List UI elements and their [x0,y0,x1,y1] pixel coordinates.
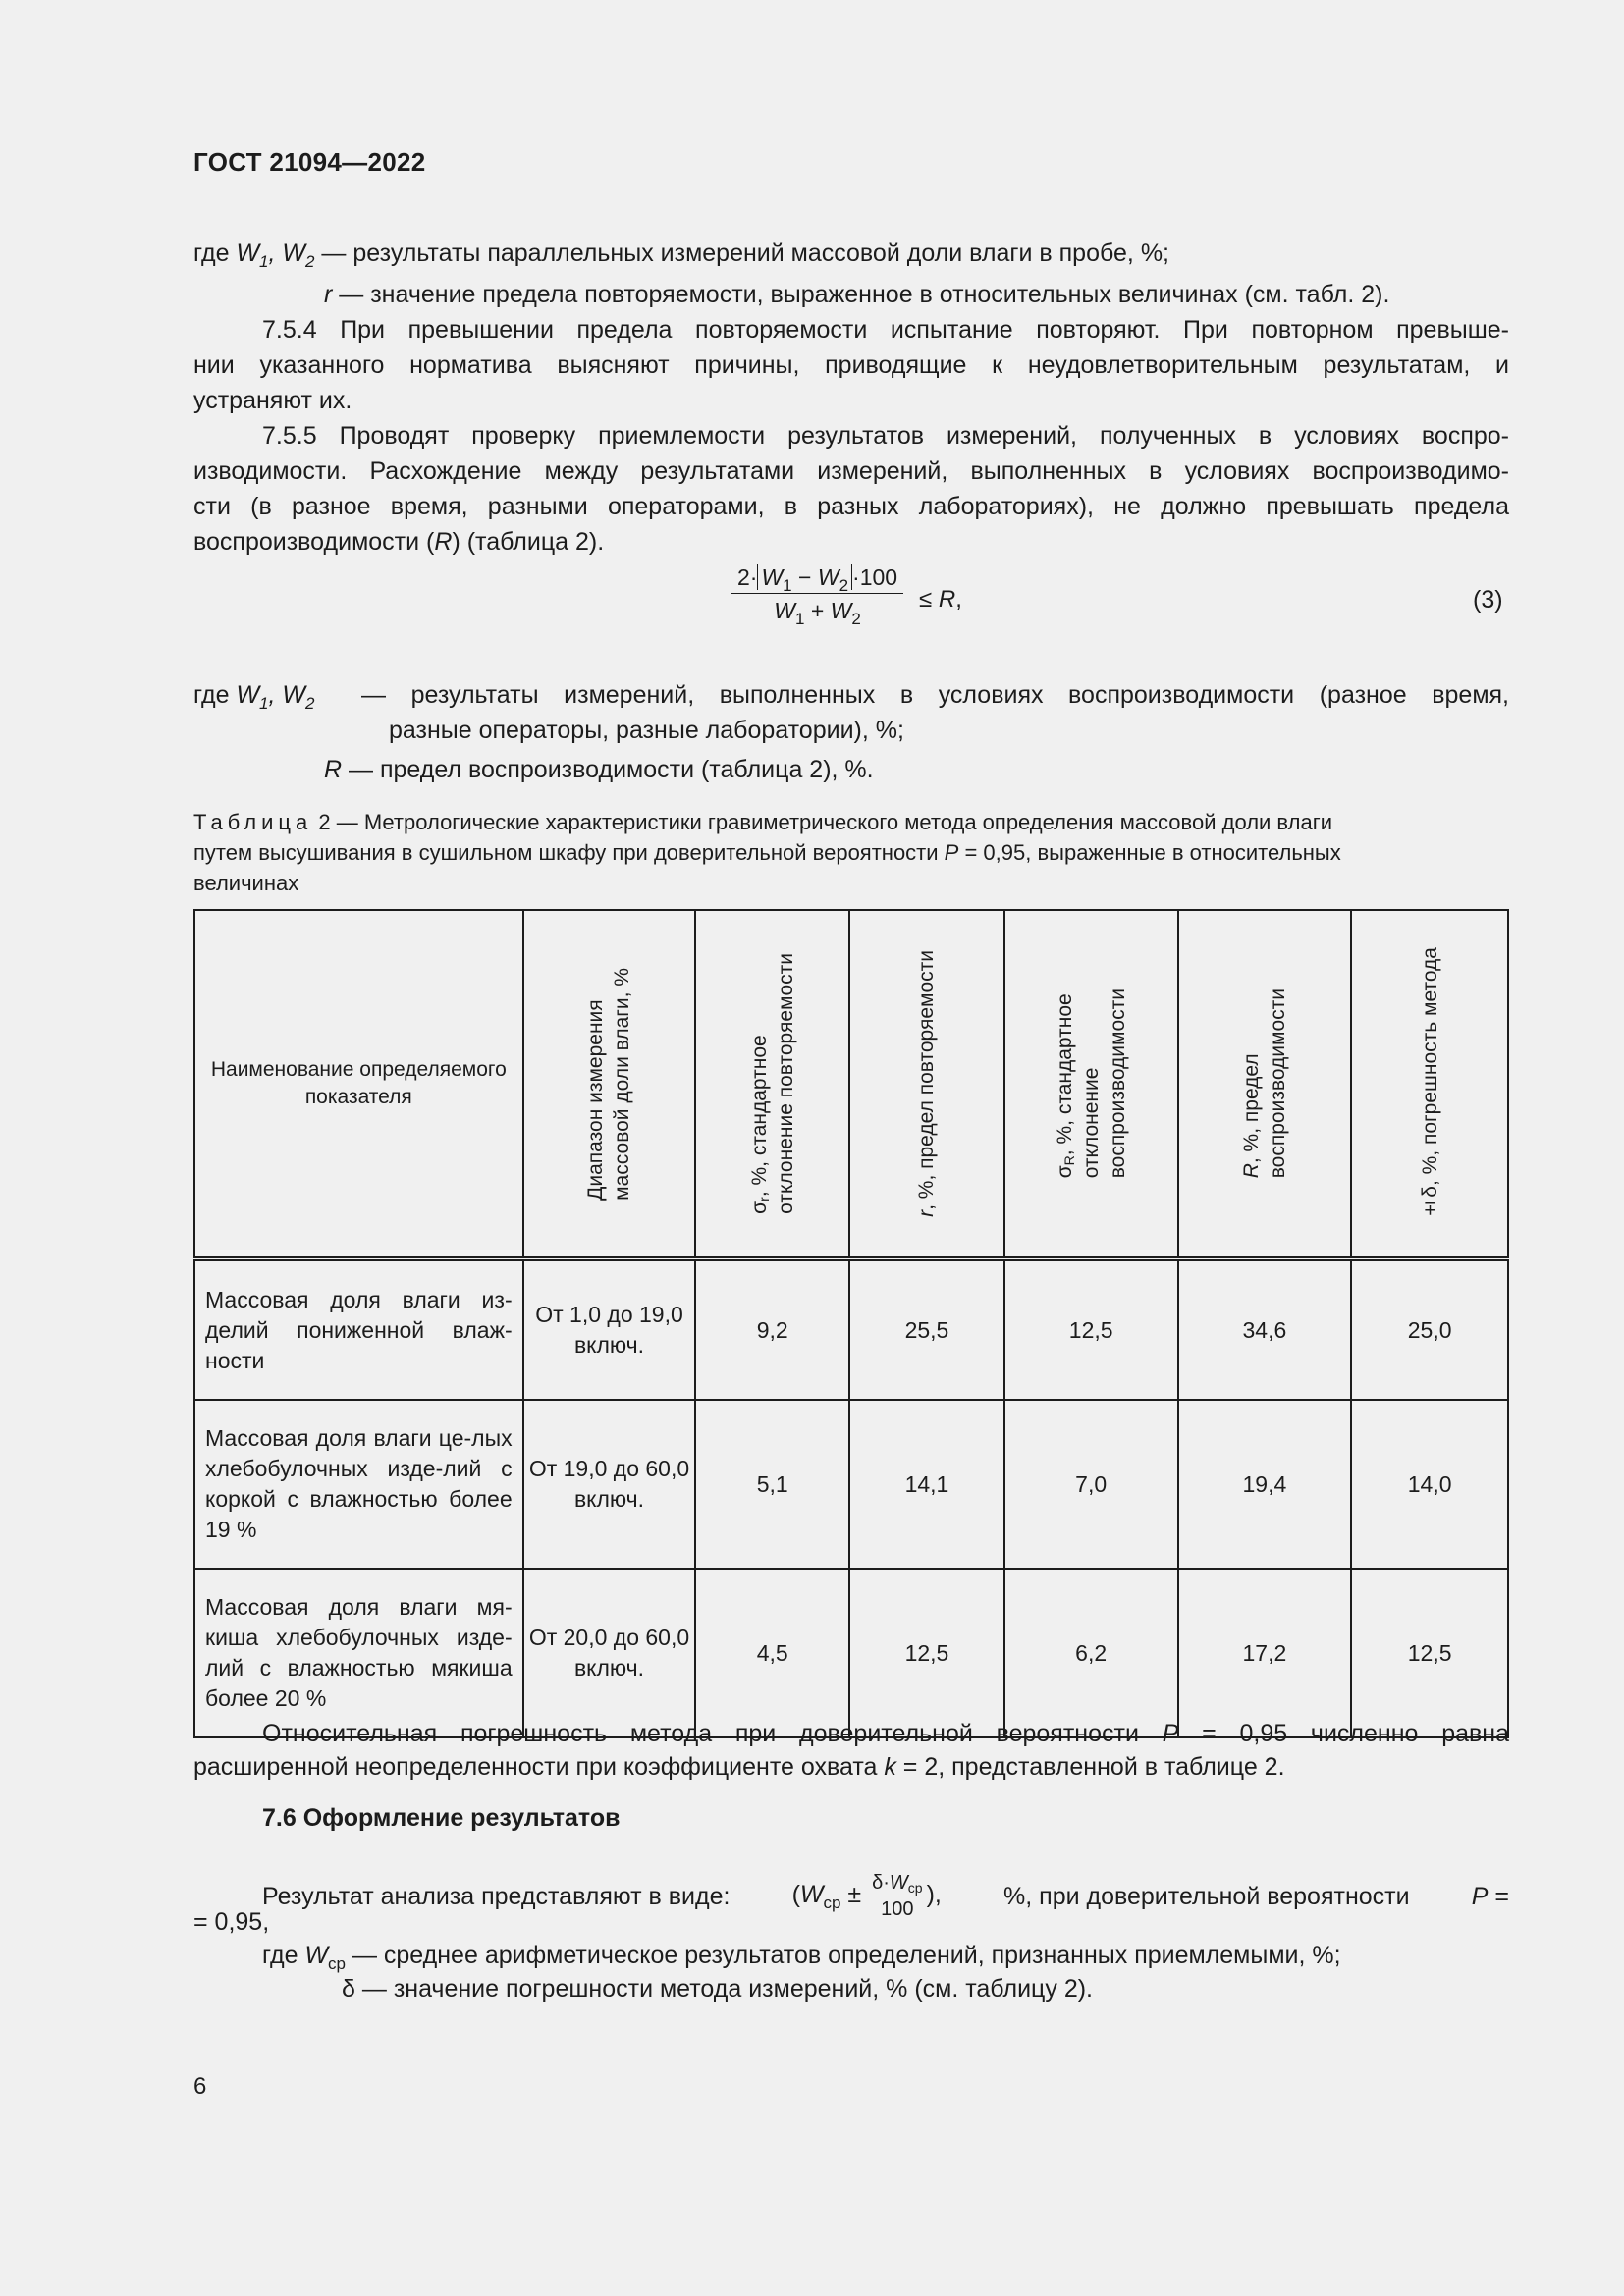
row-range: От 1,0 до 19,0 включ. [523,1259,696,1401]
result-where-delta: δ — значение погрешности метода измерений, % (см. таблицу 2). [342,1975,1093,2002]
row-range: От 20,0 до 60,0 включ. [523,1569,696,1737]
section-title-76: 7.6 Оформление результатов [262,1804,621,1832]
row-sigma-R: 6,2 [1004,1569,1178,1737]
paragraph-754-line2: нии указанного норматива выясняют причины, приводящие к неудовлетворительным результатам, и [193,351,1509,379]
table-row [194,1259,1508,1401]
where-w-line: где $W_1$, $W_2$ — результаты параллельных измерений массовой доли влаги в пробе, %; [193,240,1169,271]
metrology-table [193,909,1509,1738]
row-name: Массовая доля влаги мя-киша хлебобулочных изде-лий с влажностью мякиша более 20 % [194,1569,523,1737]
row-r: 25,5 [849,1259,1004,1401]
row-sigma-r: 9,2 [695,1259,849,1401]
where-w2-lead: где $W_1$, $W_2$ [193,681,315,713]
paragraph-755-line3: сти (в разное время, разными операторами, в разных лабораториях), не должно превышать предела [193,493,1509,520]
result-where-wcp: где $W_{ср}$ — среднее арифметическое результатов определений, признанных приемлемыми, %; [262,1942,1341,1973]
header-sigma-R: $\sigma_R$, %, стандартное отклонение воспроизводимости [1004,910,1178,1259]
where-r-line: r — значение предела повторяемости, выраженное в относительных величинах (см. табл. 2). [324,281,1390,308]
table-row [194,1569,1508,1737]
formula-3-number: (3) [1473,586,1503,614]
row-r: 12,5 [849,1569,1004,1737]
header-r: r, %, предел повторяемости [849,910,1004,1259]
header-range: Диапазон измерения массовой доли влаги, % [523,910,696,1259]
row-range: От 19,0 до 60,0 включ. [523,1400,696,1569]
paragraph-754-line1: 7.5.4 При превышении предела повторяемости испытание повторяют. При повторном превыше- [262,316,1509,344]
row-sigma-R: 12,5 [1004,1259,1178,1401]
where-w2-def-line2: разные операторы, разные лаборатории), %; [389,717,904,744]
row-delta: 12,5 [1351,1569,1508,1737]
header-sigma-r: $\sigma_r$, %, стандартное отклонение повторяемости [695,910,849,1259]
row-sigma-R: 7,0 [1004,1400,1178,1569]
result-line2: = 0,95, [193,1908,270,1936]
formula-3-fraction: $\frac{2\cdot W_1 - W_2 \cdot 100}{W_1 + W_2}$ [731,561,903,627]
header-name: Наименование определяемого показателя [194,910,523,1259]
result-line1: Результат анализа представляют в виде: ($W_{ср}$ ± $\delta\cdot W_{ср}$ 100 ), %, при доверительной вероятности P = [262,1872,1509,1920]
where-R-line: R — предел воспроизводимости (таблица 2), %. [324,756,874,783]
relative-error-line2: расширенной неопределенности при коэффициенте охвата k = 2, представленной в таблице 2. [193,1753,1285,1781]
paragraph-755-line4: воспроизводимости (R) (таблица 2). [193,528,605,556]
header-R: R, %, предел воспроизводимости [1178,910,1352,1259]
document-header: ГОСТ 21094—2022 [193,147,426,177]
row-sigma-r: 5,1 [695,1400,849,1569]
paragraph-755-line2: изводимости. Расхождение между результатами измерений, выполненных в условиях воспроизводимо- [193,457,1509,485]
relative-error-line1: Относительная погрешность метода при доверительной вероятности P = 0,95 численно равна [262,1720,1509,1747]
row-R: 17,2 [1178,1569,1352,1737]
row-name: Массовая доля влаги це-лых хлебобулочных изде-лий с коркой с влажностью более 19 % [194,1400,523,1569]
row-delta: 25,0 [1351,1259,1508,1401]
page-number: 6 [193,2073,207,2100]
where-w2-def-line1: — результаты измерений, выполненных в условиях воспроизводимости (разное время, [361,681,1509,709]
row-name: Массовая доля влаги из-делий пониженной влаж-ности [194,1259,523,1401]
formula-3-rhs: ≤ R, [919,586,962,613]
row-R: 19,4 [1178,1400,1352,1569]
row-R: 34,6 [1178,1259,1352,1401]
paragraph-754-line3: устраняют их. [193,387,352,414]
paragraph-755-line1: 7.5.5 Проводят проверку приемлемости результатов измерений, полученных в условиях воспро- [262,422,1509,450]
table-row [194,1400,1508,1569]
row-sigma-r: 4,5 [695,1569,849,1737]
table-header-row [194,910,1508,1259]
row-delta: 14,0 [1351,1400,1508,1569]
header-delta: ±δ, %, погрешность метода [1351,910,1508,1259]
table-caption: Таблица 2 — Метрологические характеристики гравиметрического метода определения массовой доли влаги путем высушивания в сушильном шкафу при доверительной вероятности P = 0,95, выраженные в относительных величинах [193,810,1341,895]
row-r: 14,1 [849,1400,1004,1569]
